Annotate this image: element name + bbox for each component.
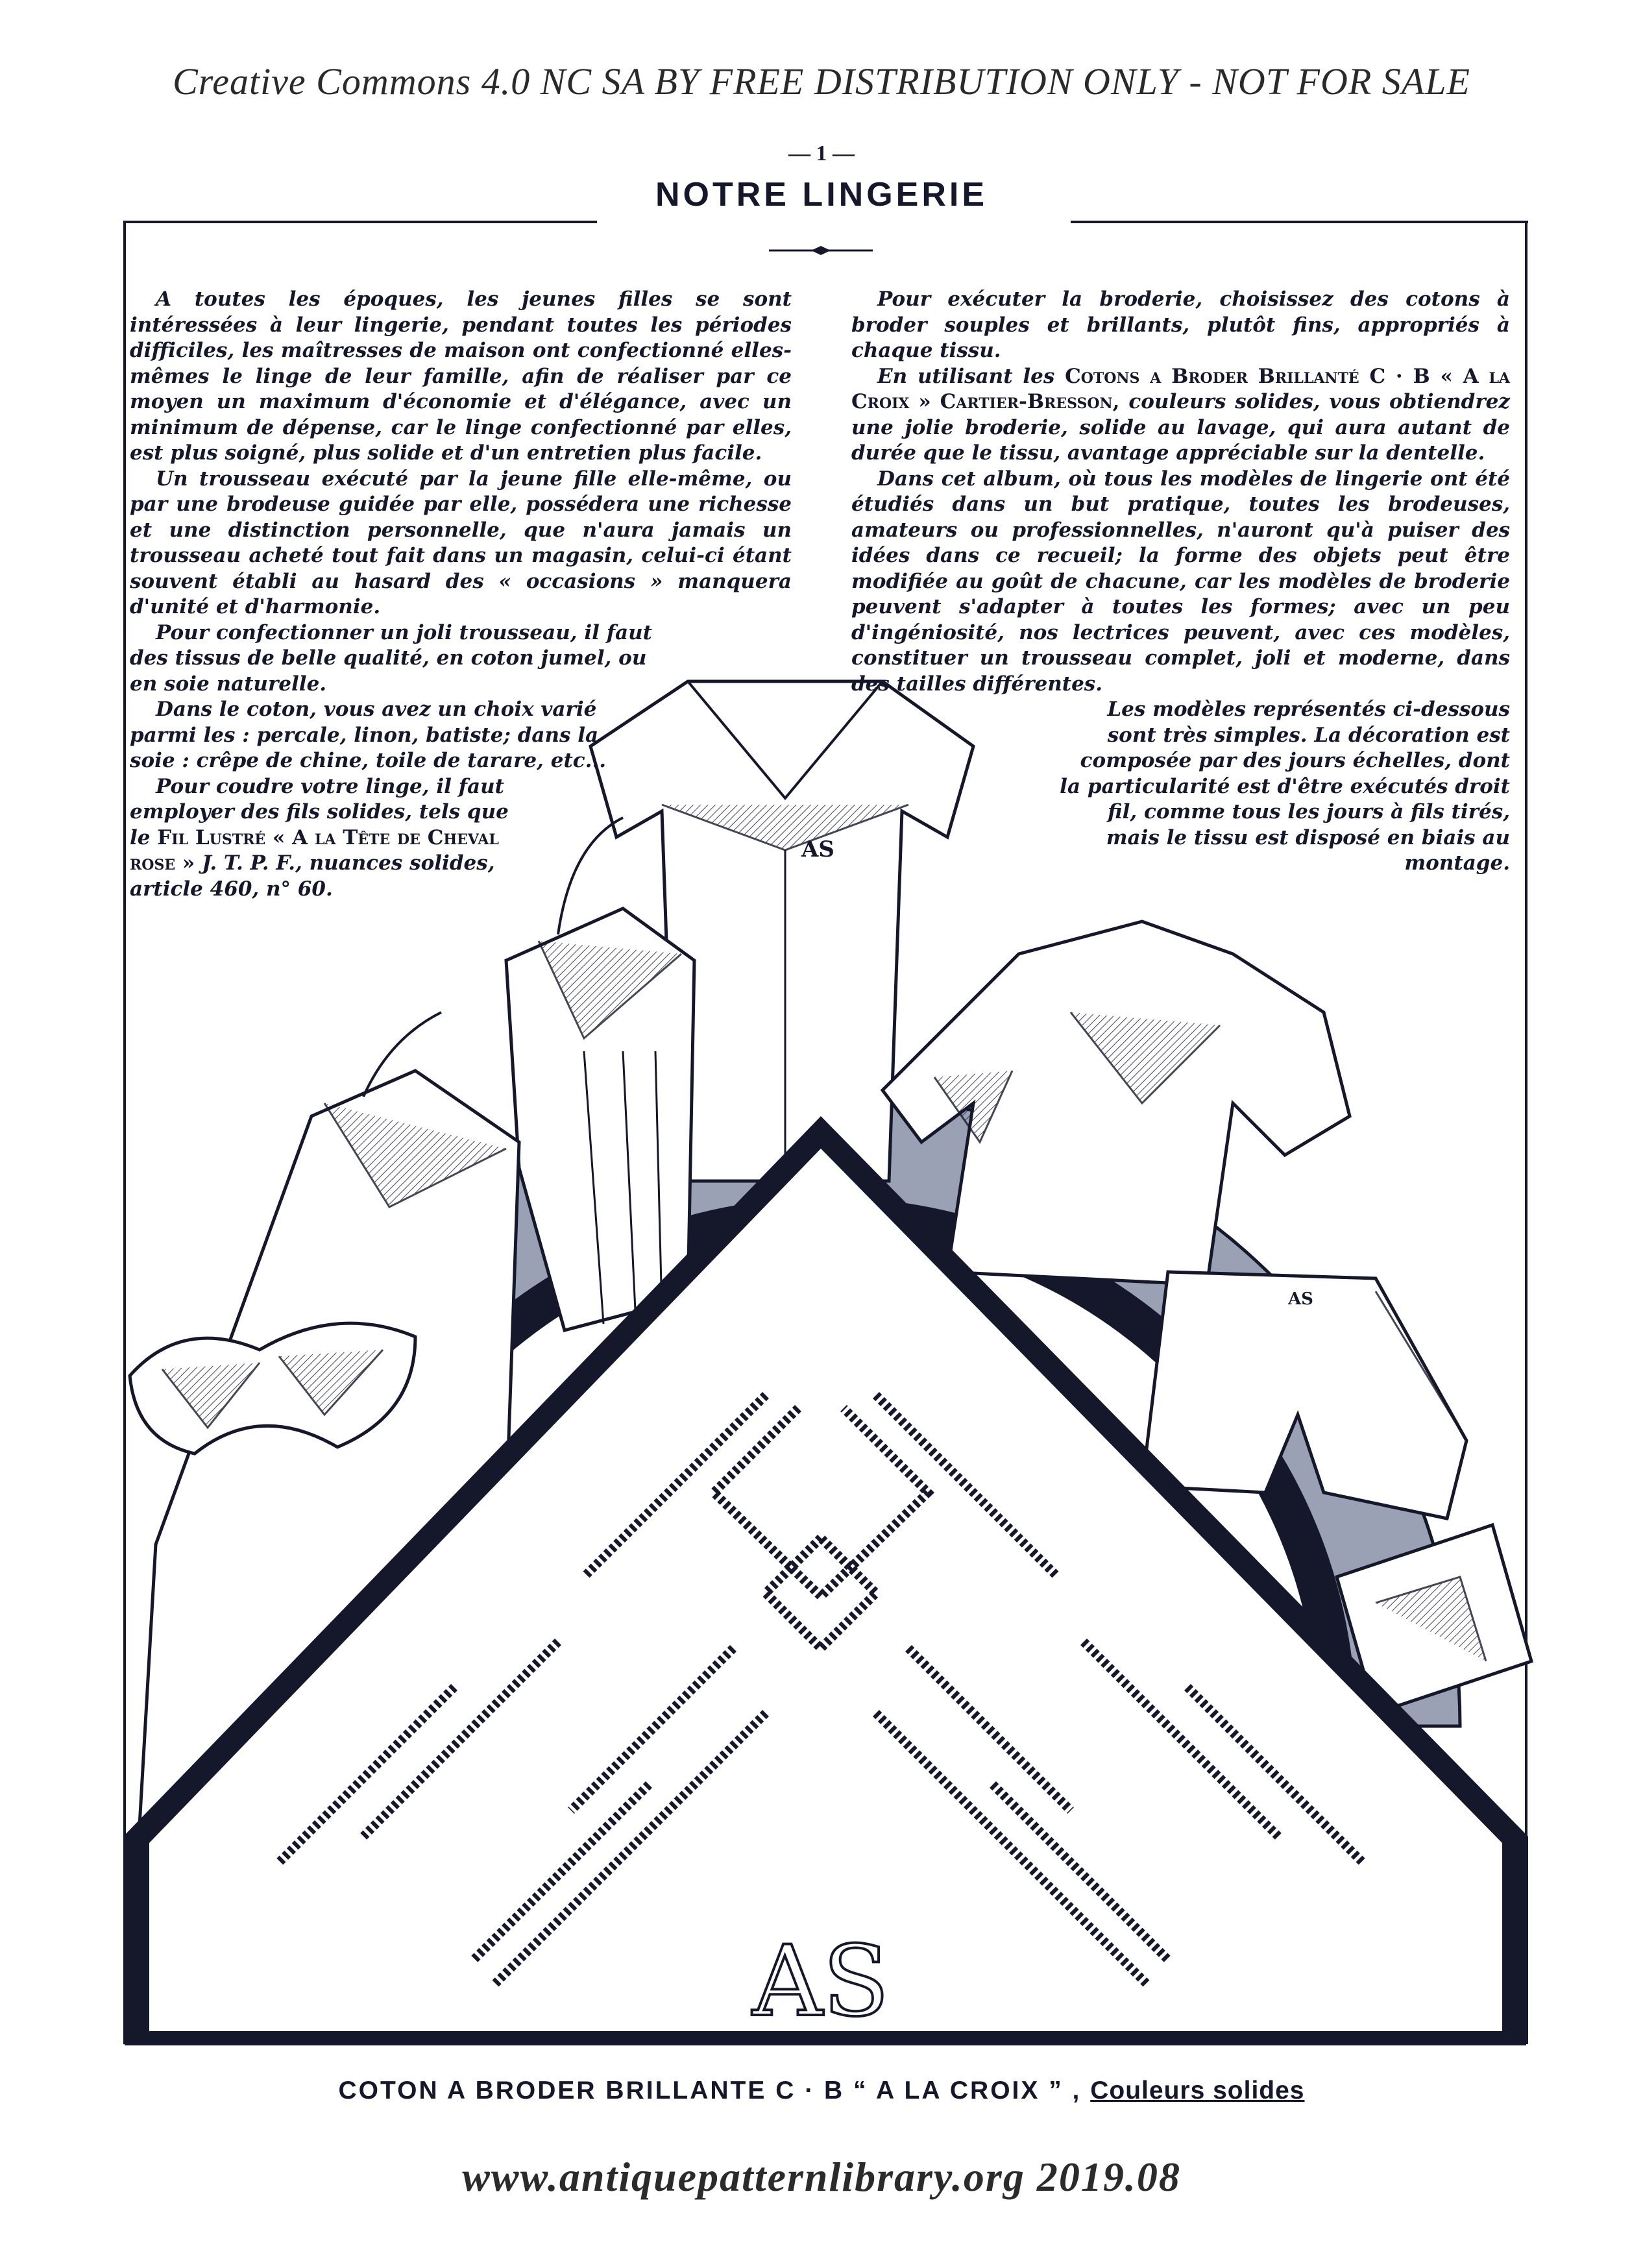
left-paragraph-5-start: Pour coudre votre linge, il faut employer des fils solides, tels que le <box>130 774 509 849</box>
footer-caption-sub: Couleurs solides <box>1090 2077 1305 2104</box>
right-paragraph-3: Dans cet album, où tous les modèles de lingerie ont été étudiés dans un but pratique, toutes les brodeuses, amateurs ou professionnelles, n'auront qu'à puiser des idées dans ce recueil; la forme des objets peut être modifiée au goût de chacune, car les modèles de broderie peuvent s'adapter à toutes les formes; avec un peu d'ingéniosité, nos lectrices peuvent, avec ces modèles, constituer un trousseau complet, joli et moderne, dans des tailles différentes. <box>851 467 1510 696</box>
thread-brand: Fil Lustré « A la Tête de Cheval rose » <box>130 825 499 875</box>
left-paragraph-3: Pour confectionner un joli trousseau, il faut des tissus de belle qualité, en coton jumel, ou en soie naturelle. <box>130 620 652 696</box>
left-paragraph-2: Un trousseau exécuté par la jeune fille elle-même, ou par une brodeuse guidée par elle, possédera une richesse et une distinction personnelle, que n'aura jamais un trousseau acheté tout fait dans un magasin, celui-ci étant souvent établi au hasard des « occasions » manquera d'unité et d'harmonie. <box>130 467 792 618</box>
pajama-top <box>882 921 1350 1285</box>
cotton-brand: Cotons a Broder Brillanté C · B « A la Croix » Cartier-Bresson, <box>851 364 1510 413</box>
right-paragraph-2-end: couleurs solides, vous obtiendrez une jolie broderie, solide au lavage, qui aura autant de durée que le tissu, avantage appréciable sur la dentelle. <box>851 390 1510 465</box>
left-paragraph-5-end: J. T. P. F., nuances solides, article 460, n° 60. <box>130 851 495 901</box>
footer-caption <box>0 2077 1643 2105</box>
website-watermark: www.antiquepatternlibrary.org 2019.08 <box>462 2154 1181 2200</box>
monogram-nightgown: AS <box>801 836 834 862</box>
right-paragraph-2 <box>851 364 1510 467</box>
left-text-column <box>130 287 792 902</box>
left-paragraph-5 <box>130 774 532 903</box>
right-paragraph-2-start: En utilisant les <box>877 364 1065 388</box>
left-paragraph-1: A toutes les époques, les jeunes filles se sont intéressées à leur lingerie, pendant toutes les périodes difficiles, les maîtresses de maison ont confectionné elles-mêmes le linge de leur famille, afin de réaliser par ce moyen un maximum d'économie et d'élégance, avec un minimum de dépense, car le linge confectionné par elles, est plus soigné, plus solide et d'un entretien plus facile. <box>130 287 792 465</box>
left-paragraph-4: Dans le coton, vous avez un choix varié parmi les : percale, linon, batiste; dans la soie : crêpe de chine, toile de tarare, etc... <box>130 698 607 772</box>
page-title: NOTRE LINGERIE <box>655 176 988 213</box>
monogram-shorts: AS <box>1288 1289 1313 1309</box>
right-text-column <box>851 287 1510 877</box>
footer-caption-main: COTON A BRODER BRILLANTE C · B “ A LA CROIX ” , <box>338 2077 1082 2104</box>
page-number: — 1 — <box>788 141 855 165</box>
right-paragraph-4: Les modèles représentés ci-dessous sont très simples. La décoration est composée par des jours échelles, dont la particularité est d'être exécutés droit fil, comme tous les jours à fils tirés, mais le tissu est disposé en biais au montage. <box>1060 698 1510 875</box>
license-banner: Creative Commons 4.0 NC SA BY FREE DISTRIBUTION ONLY - NOT FOR SALE <box>173 60 1470 103</box>
monogram-corner: AS <box>752 1925 890 2038</box>
right-paragraph-1: Pour exécuter la broderie, choisissez des cotons à broder souples et brillants, plutôt fins, appropriés à chaque tissu. <box>851 287 1510 362</box>
